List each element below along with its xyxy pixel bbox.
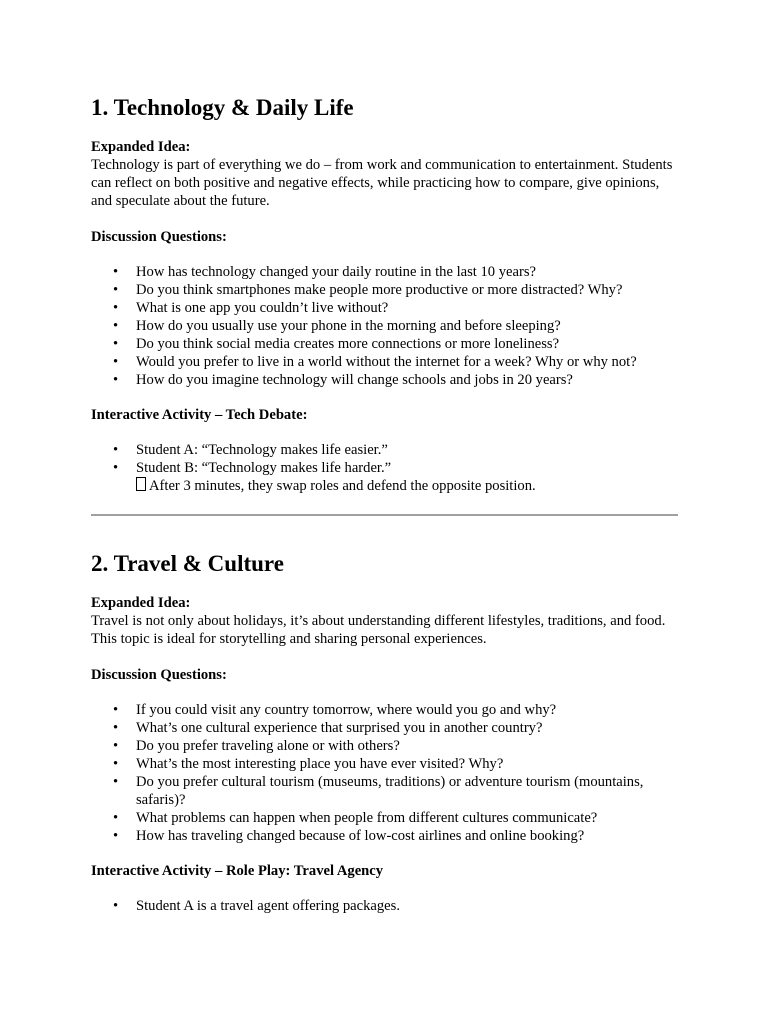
activity-label: Interactive Activity – Tech Debate: xyxy=(91,407,308,423)
list-item: • Do you prefer cultural tourism (museums, traditions) or adventure tourism (mountains, safaris)? xyxy=(91,773,681,809)
list-item: • If you could visit any country tomorrow, where would you go and why? xyxy=(91,701,681,719)
list-item: • How has technology changed your daily routine in the last 10 years? xyxy=(91,263,681,281)
discussion-block xyxy=(91,666,681,845)
list-item: • What’s the most interesting place you have ever visited? Why? xyxy=(91,755,681,773)
list-item: • How has traveling changed because of low-cost airlines and online booking? xyxy=(91,827,681,845)
section-divider xyxy=(91,514,678,516)
expanded-idea-block xyxy=(91,594,681,648)
expanded-idea-text: Travel is not only about holidays, it’s about understanding different lifestyles, traditions, and food. This topic is ideal for storytelling and sharing personal experiences. xyxy=(91,613,666,647)
activity-list xyxy=(91,897,681,915)
activity-note-text: After 3 minutes, they swap roles and defend the opposite position. xyxy=(149,478,536,494)
list-item: • Do you prefer traveling alone or with others? xyxy=(91,737,681,755)
discussion-questions-label: Discussion Questions: xyxy=(91,667,227,683)
activity-block xyxy=(91,862,681,915)
list-item: • Student A is a travel agent offering packages. xyxy=(91,897,681,915)
expanded-idea-label: Expanded Idea: xyxy=(91,139,191,155)
section-travel xyxy=(91,549,681,915)
activity-note xyxy=(91,477,681,495)
list-item: • What problems can happen when people from different cultures communicate? xyxy=(91,809,681,827)
section-title: 1. Technology & Daily Life xyxy=(91,95,354,120)
discussion-questions-list xyxy=(91,263,681,389)
activity-label: Interactive Activity – Role Play: Travel Agency xyxy=(91,863,384,879)
list-item: • Do you think smartphones make people more productive or more distracted? Why? xyxy=(91,281,681,299)
discussion-questions-label: Discussion Questions: xyxy=(91,229,227,245)
list-item: • How do you usually use your phone in the morning and before sleeping? xyxy=(91,317,681,335)
list-item: • Would you prefer to live in a world without the internet for a week? Why or why not? xyxy=(91,353,681,371)
list-item: • What’s one cultural experience that surprised you in another country? xyxy=(91,719,681,737)
activity-list xyxy=(91,441,681,477)
list-item: • Student B: “Technology makes life harder.” xyxy=(91,459,681,477)
list-item: • How do you imagine technology will change schools and jobs in 20 years? xyxy=(91,371,681,389)
section-title: 2. Travel & Culture xyxy=(91,551,284,576)
expanded-idea-block xyxy=(91,138,681,210)
list-item: • What is one app you couldn’t live without? xyxy=(91,299,681,317)
discussion-questions-list xyxy=(91,701,681,845)
list-item: • Do you think social media creates more connections or more loneliness? xyxy=(91,335,681,353)
expanded-idea-text: Technology is part of everything we do – from work and communication to entertainment. Students can reflect on both positive and negative effects, while practicing how to compare, give opinions, and speculate about the future. xyxy=(91,157,673,209)
list-item: • Student A: “Technology makes life easier.” xyxy=(91,441,681,459)
expanded-idea-label: Expanded Idea: xyxy=(91,595,191,611)
discussion-block xyxy=(91,228,681,389)
missing-glyph-icon xyxy=(136,477,146,491)
section-technology xyxy=(91,93,681,495)
activity-block xyxy=(91,406,681,495)
